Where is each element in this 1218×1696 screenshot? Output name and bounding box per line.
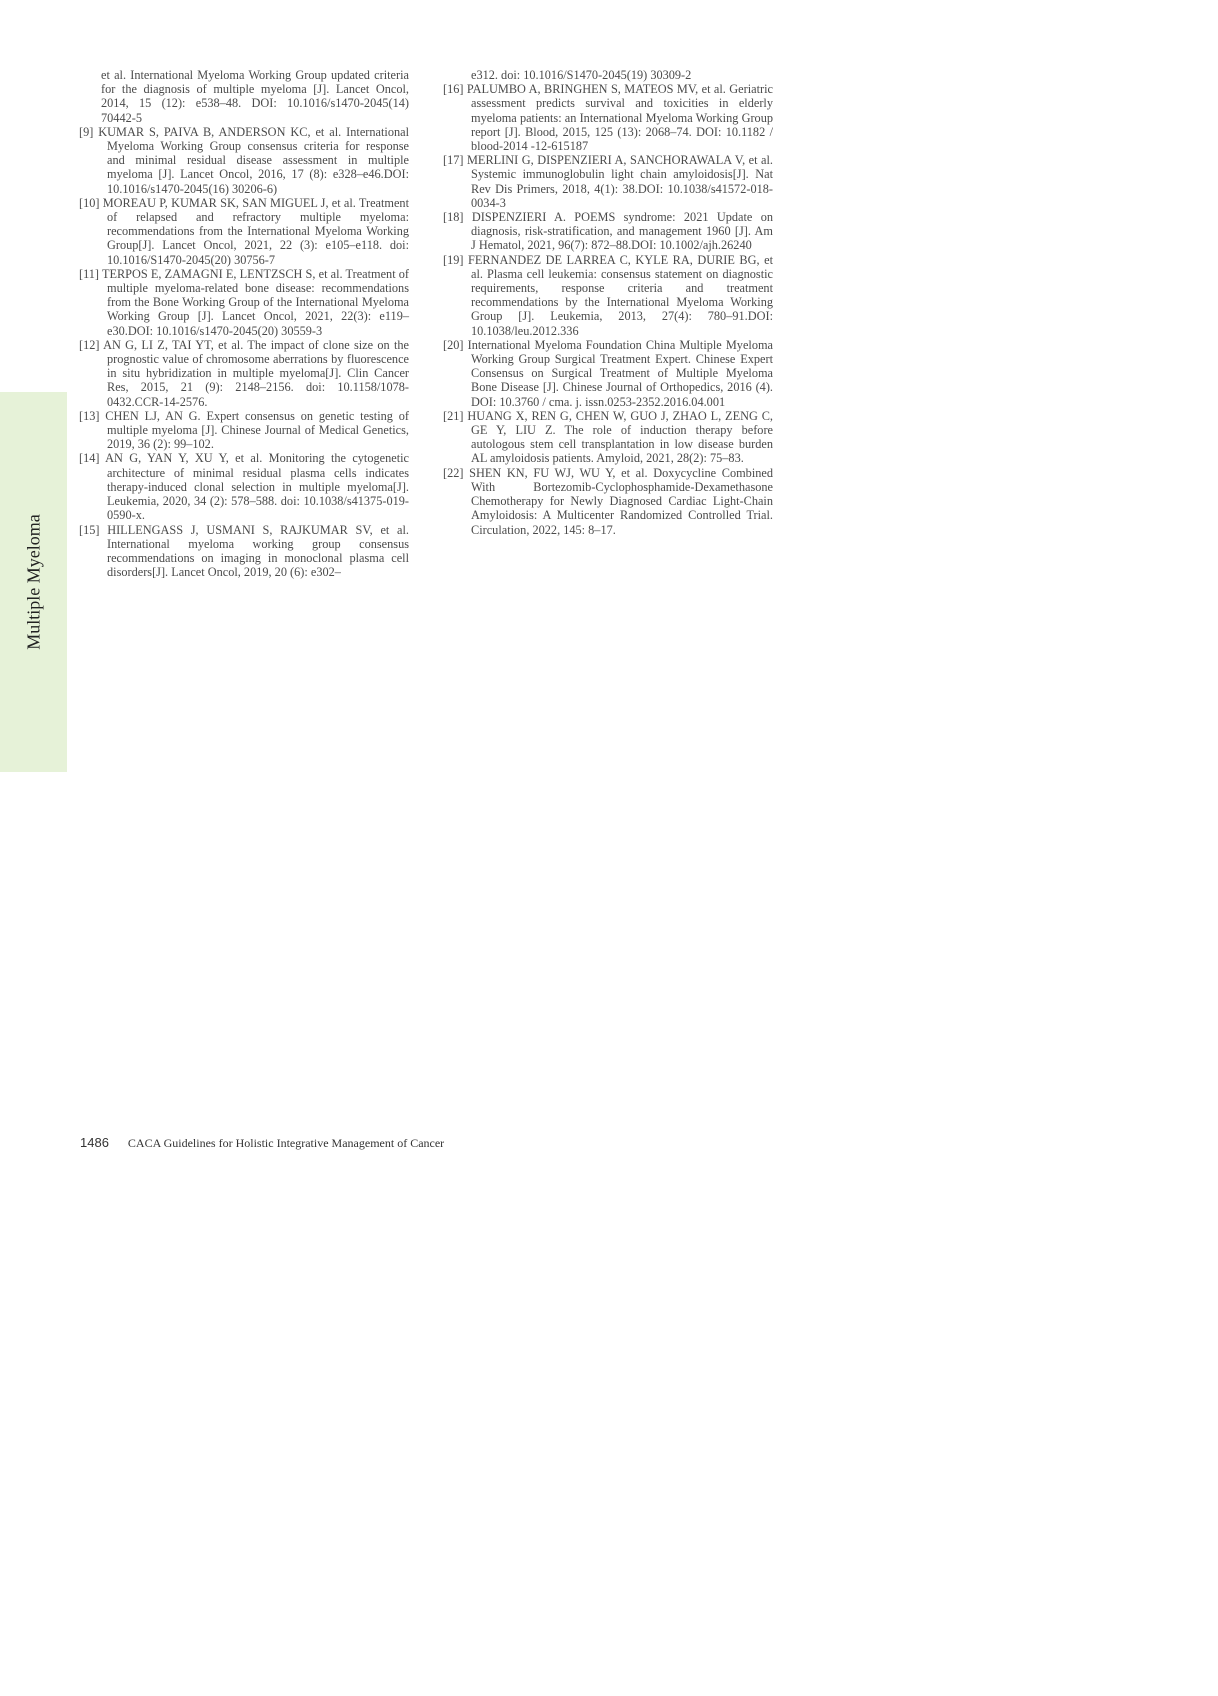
references-left-column [79,68,409,579]
reference-item: [11] TERPOS E, ZAMAGNI E, LENTZSCH S, et al. Treatment of multiple myeloma-related bone disease: recommendations from the Bone Working Group of the International Myeloma Working Group [J]. Lancet Oncol, 2021, 22(3): e119–e30.DOI: 10.1016/s1470-2045(20) 30559-3 [79,266,409,338]
reference-item: [17] MERLINI G, DISPENZIERI A, SANCHORAWALA V, et al. Systemic immunoglobulin light chain amyloidosis[J]. Nat Rev Dis Primers, 2018, 4(1): 38.DOI: 10.1038/s41572-018-0034-3 [443,153,773,210]
reference-item: [12] AN G, LI Z, TAI YT, et al. The impact of clone size on the prognostic value of chromosome aberrations by fluorescence in situ hybridization in multiple myeloma[J]. Clin Cancer Res, 2015, 21 (9): 2148–2156. doi: 10.1158/1078-0432.CCR-14-2576. [79,337,409,409]
reference-item: [18] DISPENZIERI A. POEMS syndrome: 2021 Update on diagnosis, risk-stratification, and management 1960 [J]. Am J Hematol, 2021, 96(7): 872–88.DOI: 10.1002/ajh.26240 [443,210,773,253]
reference-item: [21] HUANG X, REN G, CHEN W, GUO J, ZHAO L, ZENG C, GE Y, LIU Z. The role of induction therapy before autologous stem cell transplantation in low disease burden AL amyloidosis patients. Amyloid, 2021, 28(2): 75–83. [443,408,773,466]
page-footer [80,1135,444,1151]
reference-item: [10] MOREAU P, KUMAR SK, SAN MIGUEL J, et al. Treatment of relapsed and refractory multiple myeloma: recommendations from the International Myeloma Working Group[J]. Lancet Oncol, 2021, 22 (3): e105–e118. doi: 10.1016/S1470-2045(20) 30756-7 [79,195,409,267]
reference-item: [14] AN G, YAN Y, XU Y, et al. Monitoring the cytogenetic architecture of minimal residual plasma cells indicates therapy-induced clonal selection in multiple myeloma[J]. Leukemia, 2020, 34 (2): 578–588. doi: 10.1038/s41375-019-0590-x. [79,451,409,523]
reference-item: [20] International Myeloma Foundation China Multiple Myeloma Working Group Surgical Treatment Expert. Chinese Expert Consensus on Surgical Treatment of Multiple Myeloma Bone Disease [J]. Chinese Journal of Orthopedics, 2016 (4). DOI: 10.3760 / cma. j. issn.0253-2352.2016.04.001 [443,337,773,409]
reference-item: e312. doi: 10.1016/S1470-2045(19) 30309-2 [471,68,692,82]
footer-title: CACA Guidelines for Holistic Integrative Management of Cancer [127,1136,445,1150]
reference-item: [16] PALUMBO A, BRINGHEN S, MATEOS MV, et al. Geriatric assessment predicts survival and toxicities in elderly myeloma patients: an International Myeloma Working Group report [J]. Blood, 2015, 125 (13): 2068–74. DOI: 10.1182 / blood-2014 -12-615187 [443,82,773,154]
reference-item: [13] CHEN LJ, AN G. Expert consensus on genetic testing of multiple myeloma [J]. Chinese Journal of Medical Genetics, 2019, 36 (2): 99–102. [79,408,409,452]
references-right-column [443,68,773,537]
reference-item: [22] SHEN KN, FU WJ, WU Y, et al. Doxycycline Combined With Bortezomib-Cyclophosphamide-Dexamethasone Chemotherapy for Newly Diagnosed Cardiac Light-Chain Amyloidosis: A Multicenter Randomized Controlled Trial. Circulation, 2022, 145: 8–17. [443,465,773,537]
reference-item: [19] FERNANDEZ DE LARREA C, KYLE RA, DURIE BG, et al. Plasma cell leukemia: consensus statement on diagnostic requirements, response criteria and treatment recommendations by the International Myeloma Working Group [J]. Leukemia, 2013, 27(4): 780–91.DOI: 10.1038/leu.2012.336 [443,252,773,338]
page-number: 1486 [80,1135,109,1150]
reference-item: [15] HILLENGASS J, USMANI S, RAJKUMAR SV, et al. International myeloma working group consensus recommendations on imaging in monoclonal plasma cell disorders[J]. Lancet Oncol, 2019, 20 (6): e302– [79,522,409,580]
reference-item: et al. International Myeloma Working Group updated criteria for the diagnosis of multiple myeloma [J]. Lancet Oncol, 2014, 15 (12): e538–48. DOI: 10.1016/s1470-2045(14) 70442-5 [101,68,409,125]
reference-item: [9] KUMAR S, PAIVA B, ANDERSON KC, et al. International Myeloma Working Group consensus criteria for response and minimal residual disease assessment in multiple myeloma [J]. Lancet Oncol, 2016, 17 (8): e328–e46.DOI: 10.1016/s1470-2045(16) 30206-6) [79,124,409,196]
side-tab-label: Multiple Myeloma [23,514,44,650]
